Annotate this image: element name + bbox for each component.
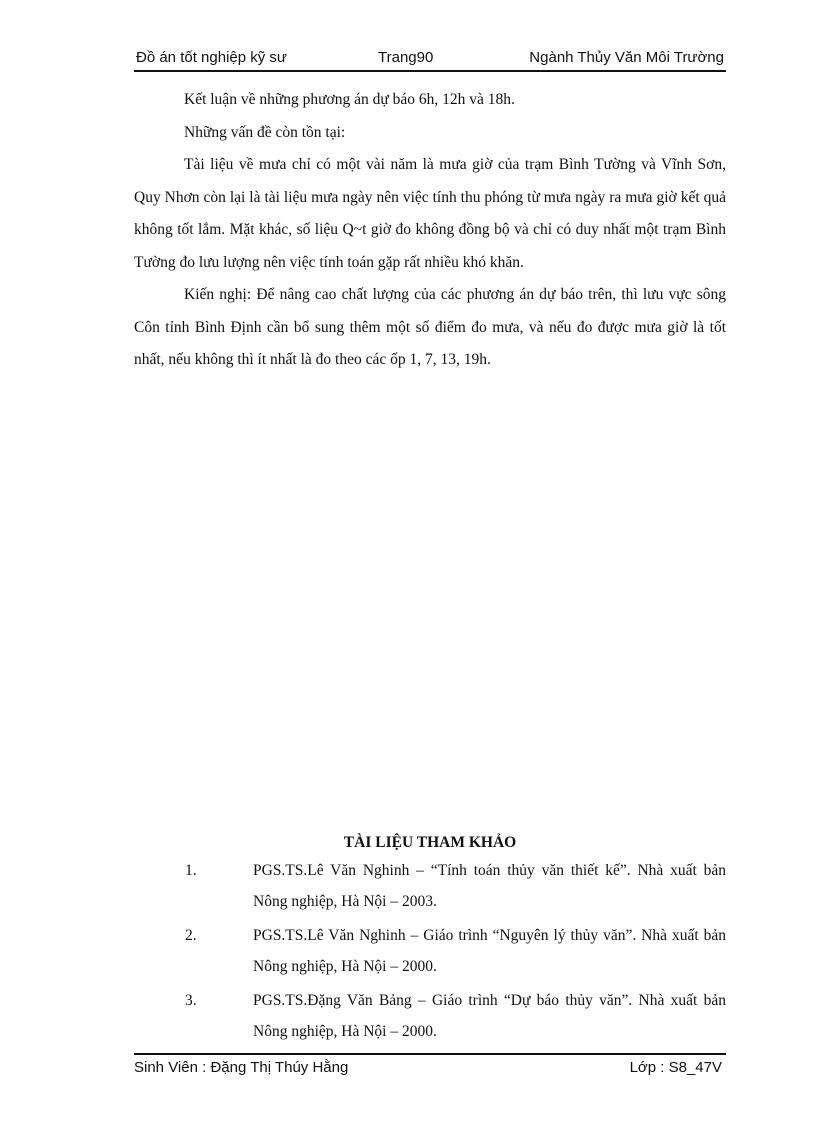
reference-number: 2.	[185, 927, 197, 944]
reference-text: PGS.TS.Lê Văn Nghinh – “Tính toán thủy văn thiết kế”. Nhà xuất bản Nông nghiệp, Hà Nội – 2003.	[253, 862, 726, 910]
issues-paragraph: Tài liệu về mưa chỉ có một vài năm là mưa giờ của trạm Bình Tường và Vĩnh Sơn, Quy Nhơn còn lại là tài liệu mưa ngày nên việc tính thu phóng từ mưa ngày ra mưa giờ kết quả không tốt lắm. Mặt khác, số liệu Q~t giờ đo không đồng bộ và chỉ có duy nhất một trạm Bình Tường đo lưu lượng nên việc tính toán gặp rất nhiều khó khăn.	[134, 156, 726, 271]
header-department: Ngành Thủy Văn Môi Trường	[529, 49, 724, 66]
references-list	[134, 855, 726, 1050]
reference-item	[134, 855, 726, 920]
reference-item	[134, 920, 726, 985]
reference-item	[134, 985, 726, 1050]
header-page-number: Trang90	[378, 49, 434, 66]
footer-student-name: Sinh Viên : Đặng Thị Thúy Hằng	[134, 1059, 349, 1076]
footer-class: Lớp : S8_47V	[629, 1059, 722, 1076]
reference-number: 3.	[185, 992, 197, 1009]
body-text	[134, 84, 726, 377]
references-title: TÀI LIỆU THAM KHẢO	[343, 834, 517, 851]
reference-text: PGS.TS.Lê Văn Nghinh – Giáo trình “Nguyên lý thủy văn”. Nhà xuất bản Nông nghiệp, Hà Nội – 2000.	[253, 927, 726, 975]
reference-text: PGS.TS.Đặng Văn Bảng – Giáo trình “Dự báo thủy văn”. Nhà xuất bản Nông nghiệp, Hà Nội – 2000.	[253, 992, 726, 1040]
conclusion-paragraph: Kết luận về những phương án dự báo 6h, 12h và 18h.	[184, 91, 515, 108]
page-footer	[134, 1053, 726, 1081]
reference-number: 1.	[185, 862, 197, 879]
recommendation-paragraph: Kiến nghị: Để nâng cao chất lượng của các phương án dự báo trên, thì lưu vực sông Côn tỉnh Bình Định cần bổ sung thêm một số điểm đo mưa, và nếu đo được mưa giờ là tốt nhất, nếu không thì ít nhất là đo theo các ốp 1, 7, 13, 19h.	[134, 286, 726, 368]
issues-heading: Những vấn đề còn tồn tại:	[184, 123, 346, 141]
header-thesis-label: Đồ án tốt nghiệp kỹ sư	[136, 49, 287, 66]
page-header	[134, 46, 726, 72]
